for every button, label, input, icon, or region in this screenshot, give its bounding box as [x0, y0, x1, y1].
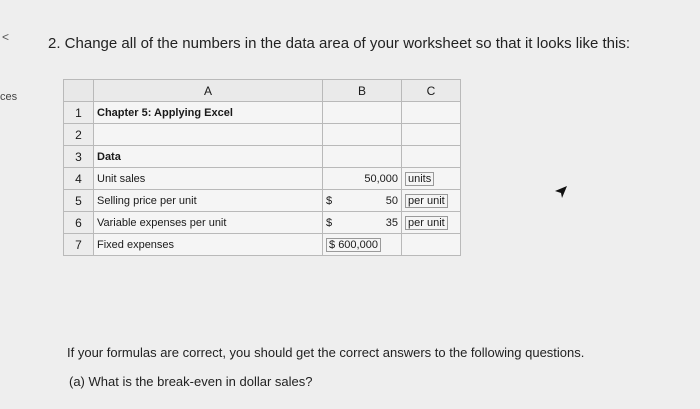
question-title: 2. Change all of the numbers in the data area of your worksheet so that it looks like this:	[48, 35, 630, 52]
row-number[interactable]: 1	[64, 102, 94, 124]
cell-c4-value: units	[405, 172, 434, 186]
cell-b4[interactable]	[323, 168, 402, 190]
fixed-expenses-value: 600,000	[338, 238, 378, 251]
row-number[interactable]: 5	[64, 190, 94, 212]
column-header-b[interactable]: B	[323, 80, 402, 102]
cell-c5-value: per unit	[405, 194, 448, 208]
row-number[interactable]: 7	[64, 234, 94, 256]
cell-c6[interactable]	[402, 212, 461, 234]
side-panel-text: ces	[0, 91, 18, 103]
cell-c4[interactable]	[402, 168, 461, 190]
table-row	[64, 146, 461, 168]
cell-b6-value: 35	[385, 216, 398, 229]
cell-b7[interactable]	[323, 234, 402, 256]
cell-b1[interactable]	[323, 102, 402, 124]
table-row	[64, 190, 461, 212]
cell-a6[interactable]: Variable expenses per unit	[94, 212, 323, 234]
cell-a1[interactable]: Chapter 5: Applying Excel	[94, 102, 323, 124]
cell-a7[interactable]: Fixed expenses	[94, 234, 323, 256]
arrow-cursor-icon	[553, 184, 569, 200]
corner-cell[interactable]	[64, 80, 94, 102]
row-number[interactable]: 3	[64, 146, 94, 168]
row-number[interactable]: 2	[64, 124, 94, 146]
cell-b2[interactable]	[323, 124, 402, 146]
cell-b6[interactable]	[323, 212, 402, 234]
cell-b3[interactable]	[323, 146, 402, 168]
cell-b7-value	[326, 238, 381, 252]
edge-chevron-icon: <	[2, 30, 10, 44]
row-number[interactable]: 4	[64, 168, 94, 190]
cell-c7[interactable]	[402, 234, 461, 256]
cell-a5[interactable]: Selling price per unit	[94, 190, 323, 212]
table-row	[64, 102, 461, 124]
cell-a2[interactable]	[94, 124, 323, 146]
cell-c1[interactable]	[402, 102, 461, 124]
table-row	[64, 168, 461, 190]
table-row	[64, 212, 461, 234]
column-header-a[interactable]: A	[94, 80, 323, 102]
instruction-note: If your formulas are correct, you should get the correct answers to the following questions.	[67, 345, 585, 360]
column-header-c[interactable]: C	[402, 80, 461, 102]
cell-c5[interactable]	[402, 190, 461, 212]
currency-symbol: $	[326, 194, 333, 207]
cell-c3[interactable]	[402, 146, 461, 168]
cell-b5[interactable]	[323, 190, 402, 212]
column-header-row	[64, 80, 461, 102]
cell-b4-value: 50,000	[364, 172, 398, 185]
table-row	[64, 124, 461, 146]
cell-c6-value: per unit	[405, 216, 448, 230]
cell-b5-value: 50	[385, 194, 398, 207]
currency-symbol: $	[329, 238, 336, 251]
currency-symbol: $	[326, 216, 333, 229]
row-number[interactable]: 6	[64, 212, 94, 234]
sub-question-a: (a) What is the break-even in dollar sales?	[69, 374, 313, 389]
table-row	[64, 234, 461, 256]
cell-a3[interactable]: Data	[94, 146, 323, 168]
cell-a4[interactable]: Unit sales	[94, 168, 323, 190]
cell-c2[interactable]	[402, 124, 461, 146]
spreadsheet-table	[63, 79, 461, 256]
